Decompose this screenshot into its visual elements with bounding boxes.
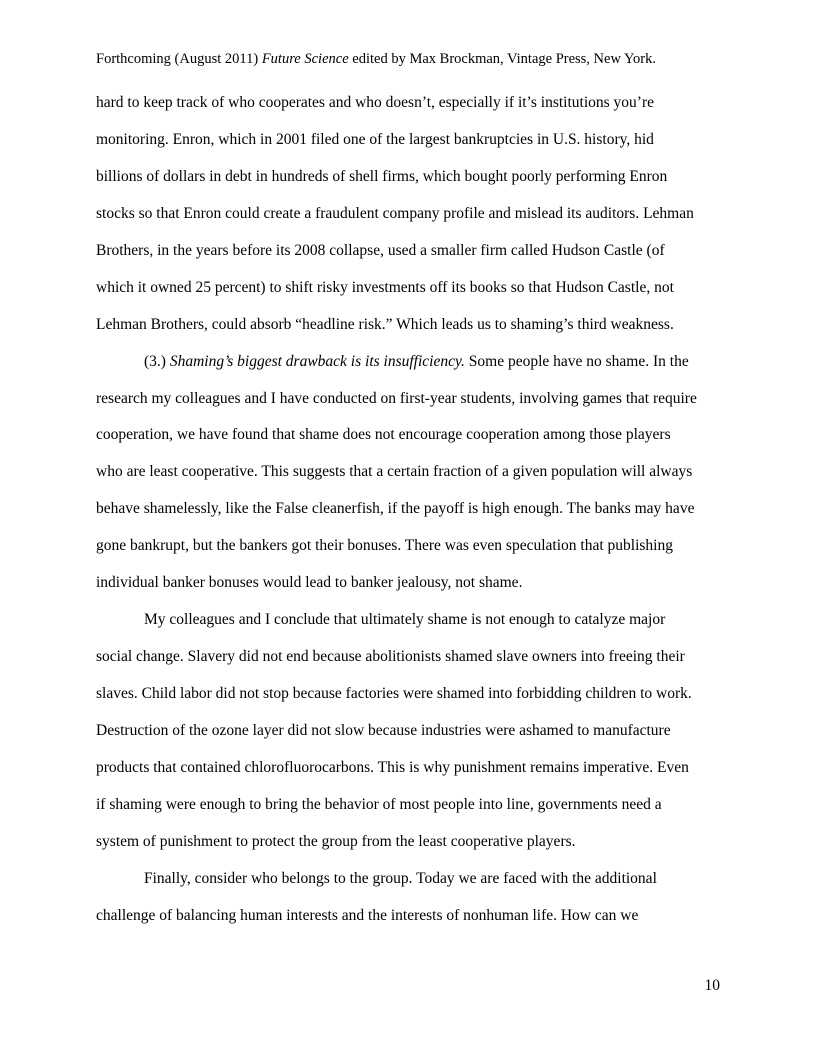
text-line: which it owned 25 percent) to shift risky investments off its books so that Hudson Castle, not [96,278,674,296]
header-suffix: edited by Max Brockman, Vintage Press, New York. [348,51,656,67]
text-line: slaves. Child labor did not stop because factories were shamed into forbidding children to work. [96,685,692,702]
text-line: who are least cooperative. This suggests that a certain fraction of a given population will always [96,463,693,481]
running-header [96,50,656,68]
text-line: Lehman Brothers, could absorb “headline risk.” Which leads us to shaming’s third weakness. [96,315,674,333]
text-line: Brothers, in the years before its 2008 collapse, used a smaller firm called Hudson Castle (of [96,241,665,259]
text-line: individual banker bonuses would lead to banker jealousy, not shame. [96,574,523,592]
header-book-title: Future Science [261,51,349,67]
line-continuation: Some people have no shame. In the [464,352,689,370]
text-line: if shaming were enough to bring the behavior of most people into line, governments need a [96,795,662,813]
text-line: research my colleagues and I have conducted on first-year students, involving games that require [96,389,697,407]
text-line: products that contained chlorofluorocarbons. This is why punishment remains imperative. Even [96,758,689,776]
paragraph-start-line [96,351,736,388]
header-prefix: Forthcoming (August 2011) [96,51,262,67]
paragraph-start-line: My colleagues and I conclude that ultimately shame is not enough to catalyze major [144,611,666,629]
text-line: Destruction of the ozone layer did not slow because industries were ashamed to manufacture [96,721,671,739]
text-line: gone bankrupt, but the bankers got their bonuses. There was even speculation that publishing [96,537,673,555]
text-line: stocks so that Enron could create a fraudulent company profile and mislead its auditors. Lehman [96,204,694,222]
list-marker: (3.) [144,352,170,370]
text-line: challenge of balancing human interests and the interests of nonhuman life. How can we [96,906,639,924]
text-line: hard to keep track of who cooperates and who doesn’t, especially if it’s institutions you’re [96,94,654,111]
paragraph-start-line: Finally, consider who belongs to the group. Today we are faced with the additional [144,869,657,887]
page-number: 10 [704,977,720,994]
italic-heading: Shaming’s biggest drawback is its insufficiency. [169,352,465,370]
text-line: system of punishment to protect the group from the least cooperative players. [96,832,576,850]
text-line: billions of dollars in debt in hundreds of shell firms, which bought poorly performing Enron [96,167,668,185]
text-line: monitoring. Enron, which in 2001 filed one of the largest bankruptcies in U.S. history, hid [96,130,654,148]
text-line: social change. Slavery did not end because abolitionists shamed slave owners into freeing their [96,648,685,666]
body-text [96,92,736,942]
text-line: cooperation, we have found that shame does not encourage cooperation among those players [96,426,671,444]
text-line: behave shamelessly, like the False cleanerfish, if the payoff is high enough. The banks may have [96,500,695,518]
